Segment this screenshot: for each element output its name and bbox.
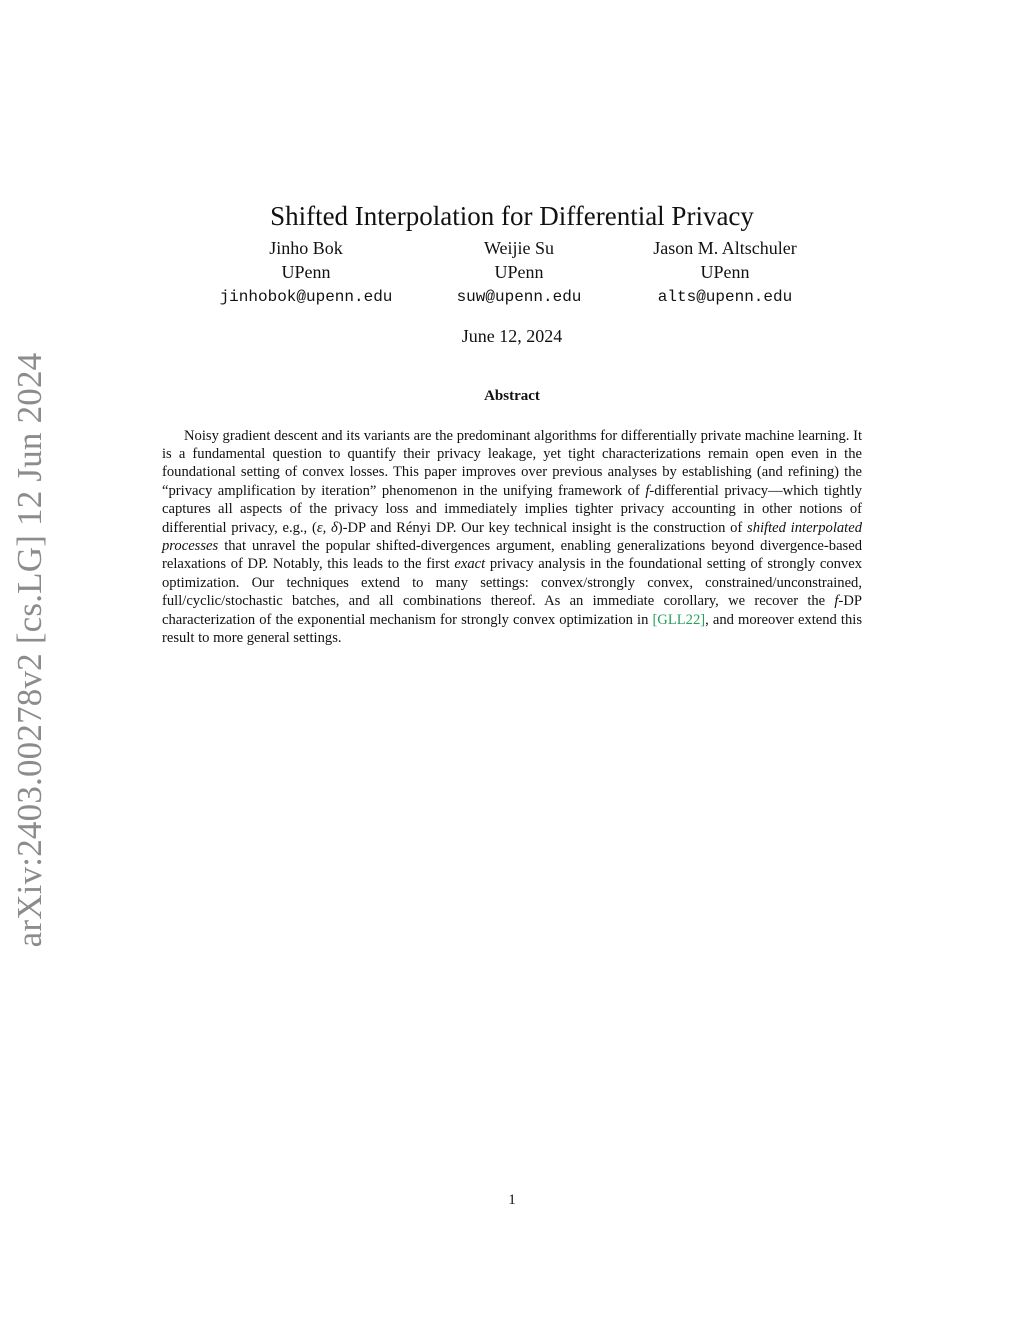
author-affiliation: UPenn: [494, 262, 544, 282]
author-name: Jinho Bok: [269, 238, 343, 258]
author-email[interactable]: alts@upenn.edu: [657, 288, 793, 306]
abstract-text-segment: that unravel the popular shifted-divergences argument, enabling generalizations beyond divergence-based relaxations of DP. Notably, this leads to the first: [162, 538, 862, 573]
citation-link[interactable]: [GLL22]: [652, 611, 706, 628]
abstract-heading: Abstract: [484, 388, 540, 404]
author-block: [595, 236, 855, 310]
abstract-text-segment: -differential privacy—which tightly captures all aspects of the privacy loss and immediately implies tighter privacy accounting in other notions of differential privacy, e.g., (: [162, 482, 862, 536]
author-email[interactable]: jinhobok@upenn.edu: [219, 288, 393, 306]
author-affiliation: UPenn: [281, 262, 331, 282]
abstract-text-segment: , and moreover extend this result to more general settings.: [162, 611, 862, 647]
abstract-text-segment: Noisy gradient descent and its variants are the predominant algorithms for differentially private machine learning. It is a fundamental question to quantify their privacy leakage, yet tight characterizations remain open even in the foundational setting of convex losses. This paper improves over previous analyses by establishing (and refining) the “privacy amplification by iteration” phenomenon in the unifying framework of: [162, 427, 862, 499]
math-epsilon-delta: ε, δ: [316, 519, 338, 536]
abstract-text-segment: privacy analysis in the foundational setting of strongly convex optimization. Our techniques extend to many settings: convex/strongly convex, constrained/unconstrained, full/cyclic/stochastic batches, and all combinations thereof. As an immediate corollary, we recover the: [162, 556, 862, 610]
publication-date: June 12, 2024: [461, 326, 563, 346]
page-number: 1: [508, 1192, 516, 1208]
author-affiliation: UPenn: [700, 262, 750, 282]
arxiv-identifier-stamp: arXiv:2403.00278v2 [cs.LG] 12 Jun 2024: [10, 352, 49, 948]
author-email[interactable]: suw@upenn.edu: [456, 288, 582, 306]
author-name: Jason M. Altschuler: [653, 238, 797, 258]
math-f: f: [645, 482, 650, 499]
emphasis-exact: exact: [454, 556, 486, 573]
abstract-text: [162, 427, 862, 648]
author-name: Weijie Su: [483, 238, 555, 258]
paper-title: Shifted Interpolation for Differential Privacy: [270, 201, 754, 232]
abstract-text-segment: )-DP and Rényi DP. Our key technical insight is the construction of: [337, 519, 748, 536]
emphasis-shifted-interpolated-processes: shifted interpolated processes: [162, 519, 862, 555]
math-f: f: [834, 593, 839, 610]
abstract-text-segment: -DP characterization of the exponential mechanism for strongly convex optimization in: [162, 593, 862, 628]
